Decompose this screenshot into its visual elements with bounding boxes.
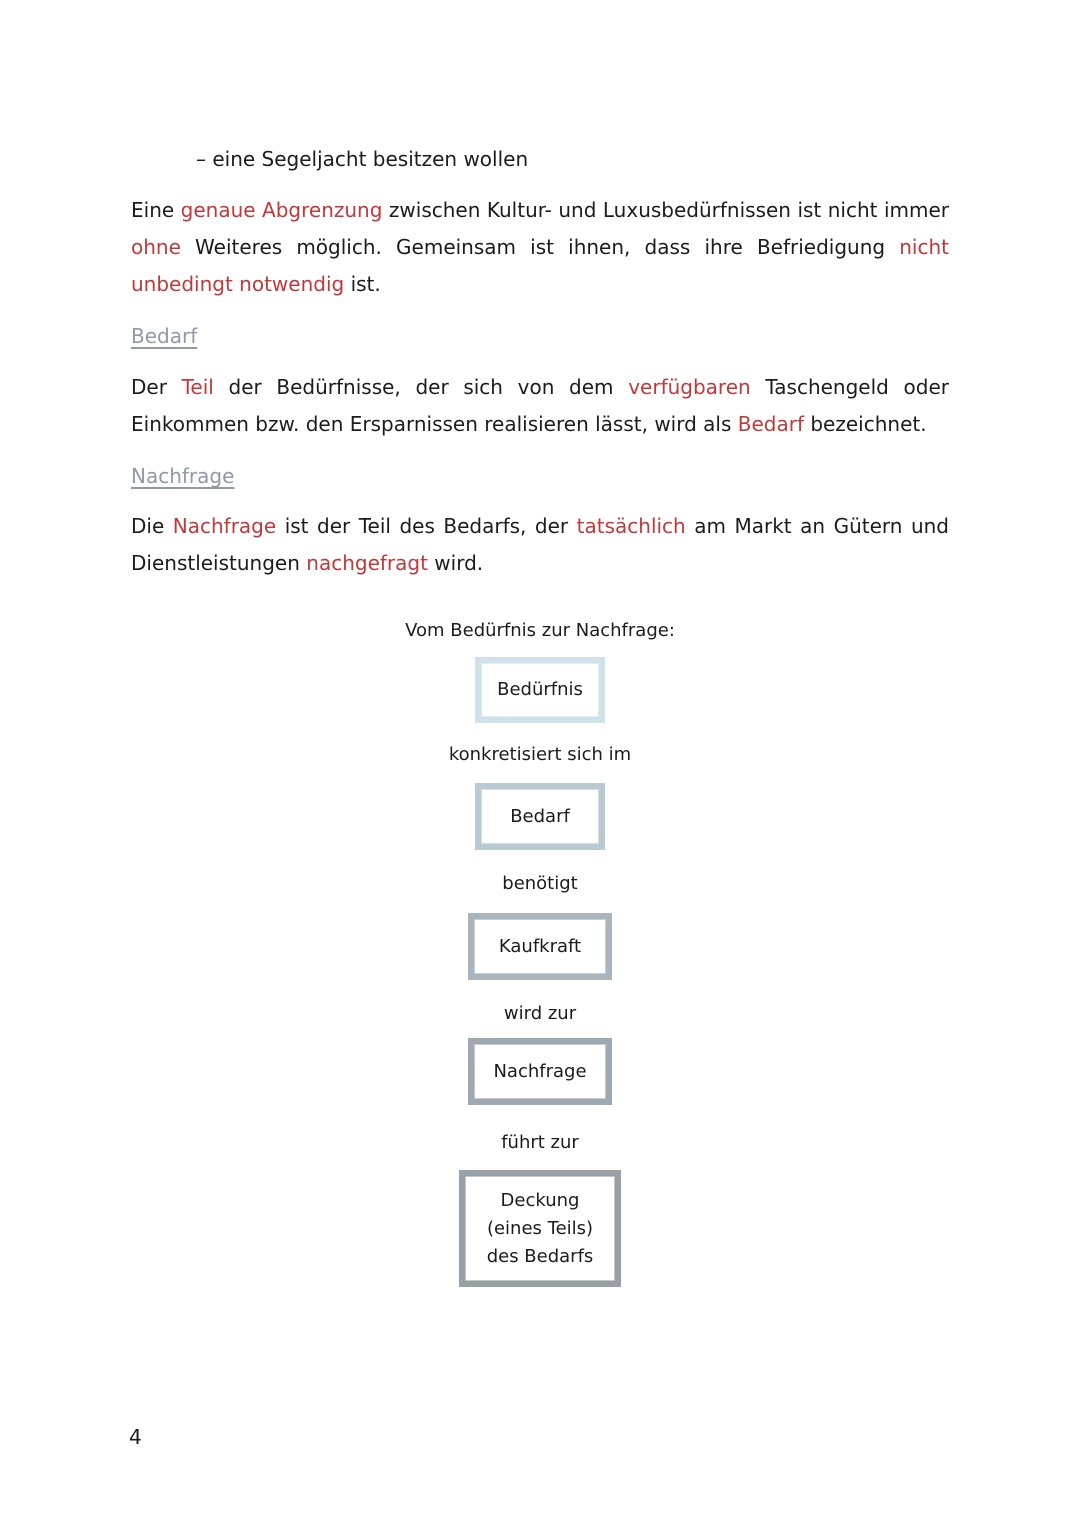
- paragraph-bedarf: [131, 369, 949, 443]
- heading-nachfrage: Nachfrage: [131, 464, 235, 488]
- text-segment: Eine: [131, 198, 181, 222]
- flow-box-beduerfnis: Bedürfnis: [475, 657, 605, 723]
- highlight-text: Bedarf: [737, 412, 804, 436]
- text-segment: Die: [131, 514, 173, 538]
- highlight-text: verfügbaren: [628, 375, 751, 399]
- bullet-item: – eine Segeljacht besitzen wollen: [196, 147, 529, 171]
- flow-label-wird-zur: wird zur: [503, 1003, 577, 1024]
- text-segment: der Bedürfnisse, der sich von dem: [213, 375, 629, 399]
- highlight-text: tatsächlich: [576, 514, 686, 538]
- paragraph-abgrenzung: [131, 192, 949, 303]
- flow-box-deckung-line: Deckung: [500, 1189, 580, 1211]
- flow-box-deckung-line: des Bedarfs: [486, 1245, 594, 1267]
- page-number: 4: [129, 1425, 142, 1449]
- text-segment: Der: [131, 375, 182, 399]
- text-segment: wird.: [427, 551, 484, 575]
- text-segment: Taschengeld oder Einkommen bzw. den Ersparnissen realisieren lässt, wird als: [131, 375, 949, 436]
- flow-title: Vom Bedürfnis zur Nachfrage:: [405, 620, 675, 641]
- flow-label-konkretisiert: konkretisiert sich im: [448, 744, 632, 765]
- flow-box-bedarf: Bedarf: [475, 783, 605, 850]
- paragraph-nachfrage: [131, 508, 949, 582]
- flow-box-nachfrage: Nachfrage: [468, 1038, 612, 1105]
- highlight-text: genaue Abgrenzung: [180, 198, 383, 222]
- highlight-text: Teil: [181, 375, 214, 399]
- text-segment: Weiteres möglich. Gemeinsam ist ihnen, dass ihre Befriedigung: [180, 235, 900, 259]
- text-segment: zwischen Kultur- und Luxusbedürfnissen ist nicht immer: [382, 198, 950, 222]
- text-segment: am Markt an Gütern und Dienstleistungen: [131, 514, 949, 575]
- highlight-text: nachgefragt: [306, 551, 428, 575]
- text-segment: ist der Teil des Bedarfs, der: [276, 514, 577, 538]
- flow-label-fuehrt-zur: führt zur: [501, 1132, 579, 1153]
- flow-label-benoetigt: benötigt: [502, 873, 578, 894]
- text-segment: ist.: [344, 272, 381, 296]
- flow-box-deckung: [459, 1170, 621, 1287]
- text-segment: bezeichnet.: [804, 412, 927, 436]
- flow-box-kaufkraft: Kaufkraft: [468, 913, 612, 980]
- highlight-text: ohne: [131, 235, 181, 259]
- highlight-text: nicht unbedingt notwendig: [131, 235, 949, 296]
- heading-bedarf: Bedarf: [131, 324, 198, 348]
- flow-box-deckung-line: (eines Teils): [486, 1217, 594, 1239]
- highlight-text: Nachfrage: [172, 514, 277, 538]
